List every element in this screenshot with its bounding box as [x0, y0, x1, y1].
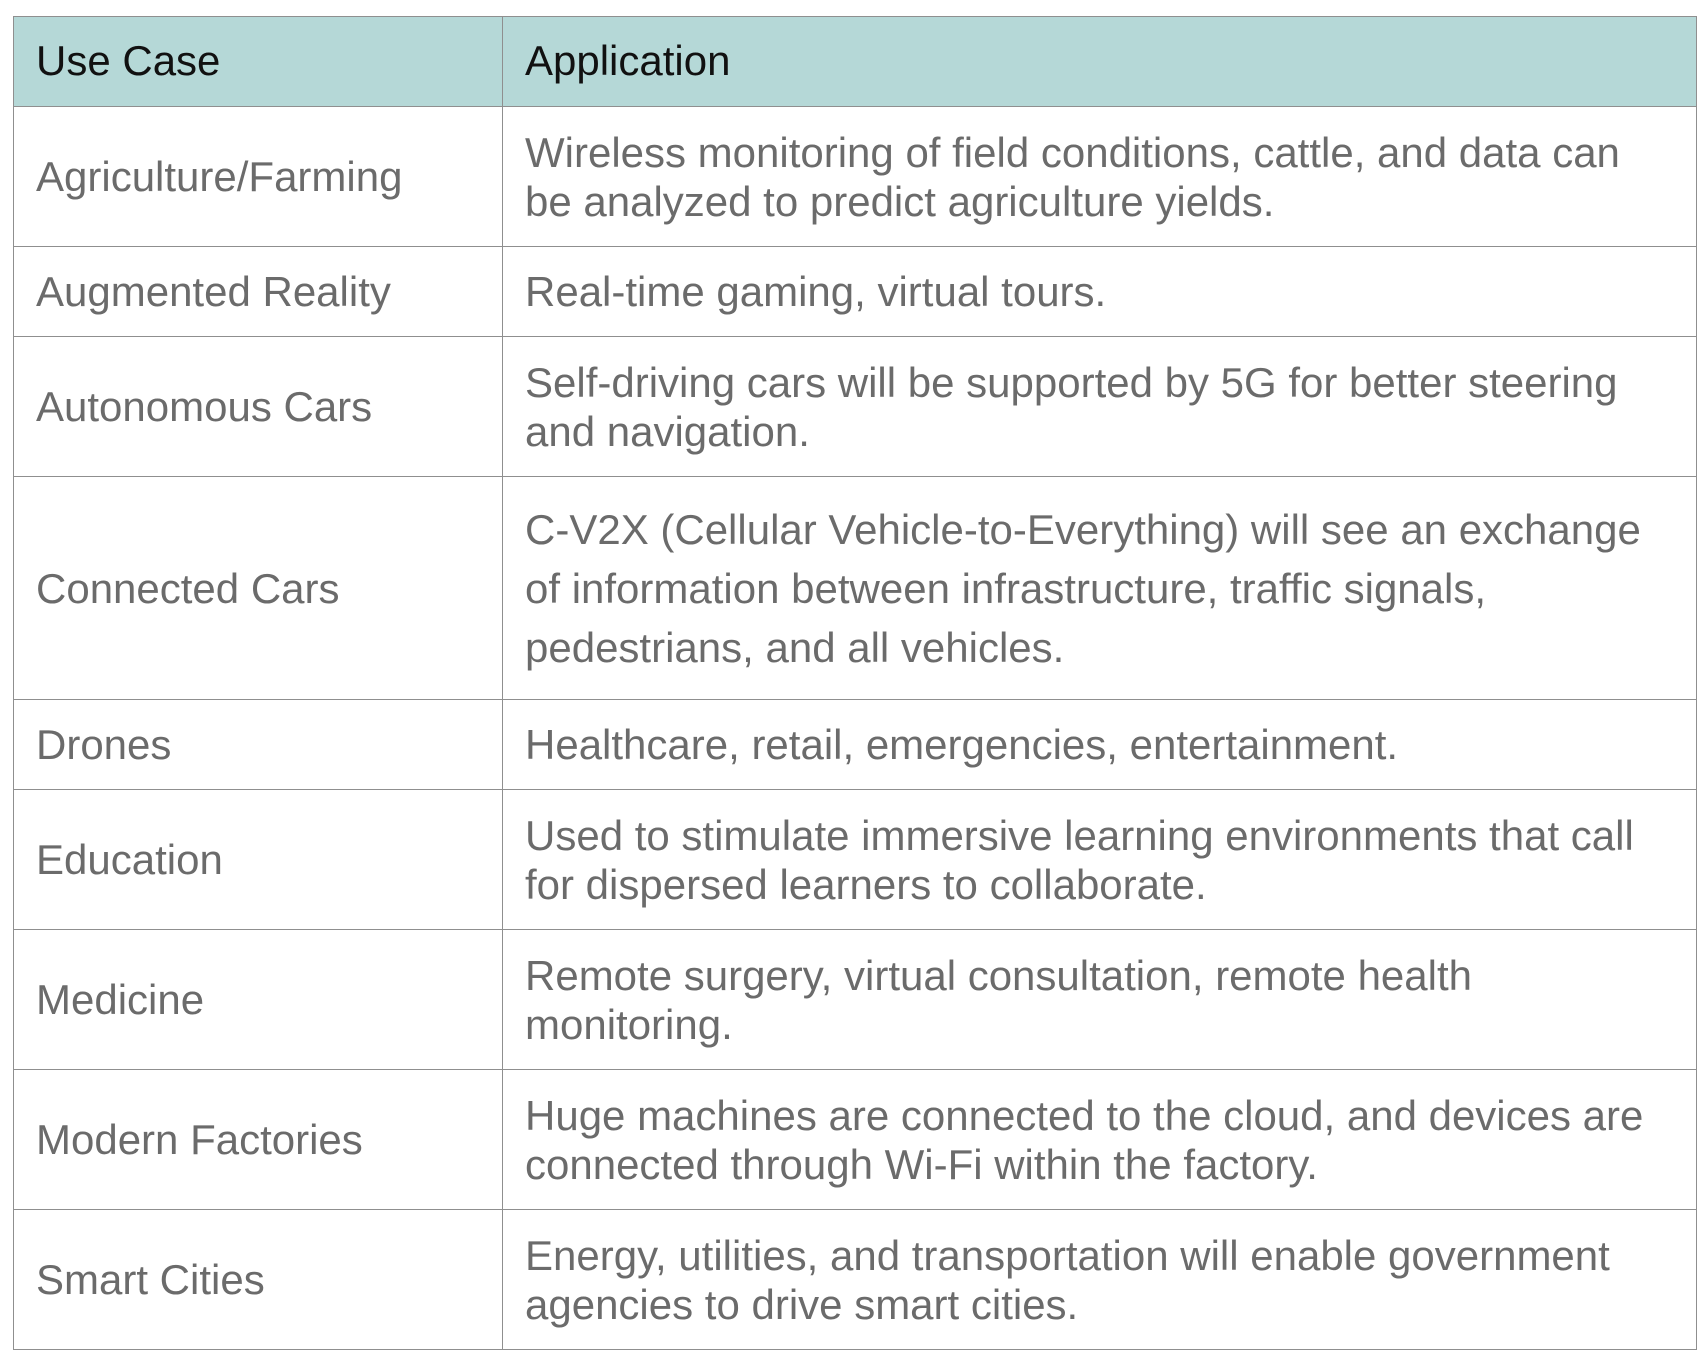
table-row [14, 107, 1697, 247]
use-case-cell: Modern Factories [14, 1070, 503, 1210]
table-row [14, 1210, 1697, 1350]
application-cell: Wireless monitoring of field conditions, cattle, and data can be analyzed to predict agriculture yields. [503, 107, 1697, 247]
use-case-table-container [13, 16, 1696, 1350]
table-row [14, 790, 1697, 930]
use-case-cell: Autonomous Cars [14, 337, 503, 477]
use-case-table [13, 16, 1697, 1350]
use-case-cell: Medicine [14, 930, 503, 1070]
header-use-case: Use Case [14, 17, 503, 107]
application-cell: Huge machines are connected to the cloud, and devices are connected through Wi-Fi within the factory. [503, 1070, 1697, 1210]
use-case-cell: Education [14, 790, 503, 930]
table-body [14, 107, 1697, 1350]
application-cell: Energy, utilities, and transportation will enable government agencies to drive smart cities. [503, 1210, 1697, 1350]
use-case-cell: Augmented Reality [14, 247, 503, 337]
table-row [14, 930, 1697, 1070]
table-row [14, 247, 1697, 337]
table-header [14, 17, 1697, 107]
use-case-cell: Drones [14, 700, 503, 790]
application-cell: C-V2X (Cellular Vehicle-to-Everything) will see an exchange of information between infrastructure, traffic signals, pedestrians, and all vehicles. [503, 477, 1697, 700]
use-case-cell: Connected Cars [14, 477, 503, 700]
header-application: Application [503, 17, 1697, 107]
table-row [14, 700, 1697, 790]
table-row [14, 337, 1697, 477]
use-case-cell: Agriculture/Farming [14, 107, 503, 247]
application-cell: Remote surgery, virtual consultation, remote health monitoring. [503, 930, 1697, 1070]
application-cell: Real-time gaming, virtual tours. [503, 247, 1697, 337]
application-cell: Used to stimulate immersive learning environments that call for dispersed learners to collaborate. [503, 790, 1697, 930]
table-row [14, 477, 1697, 700]
header-row [14, 17, 1697, 107]
table-row [14, 1070, 1697, 1210]
application-cell: Self-driving cars will be supported by 5G for better steering and navigation. [503, 337, 1697, 477]
use-case-cell: Smart Cities [14, 1210, 503, 1350]
application-cell: Healthcare, retail, emergencies, entertainment. [503, 700, 1697, 790]
